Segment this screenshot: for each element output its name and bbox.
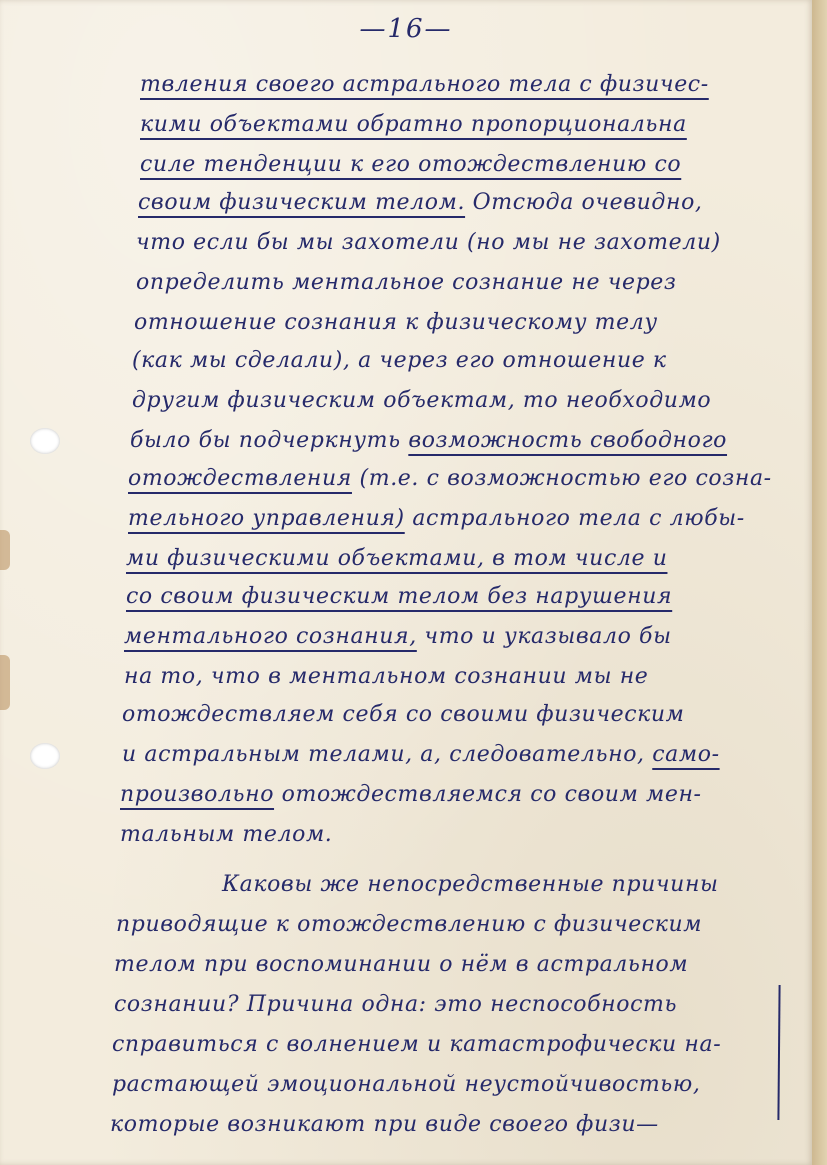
text-line: (как мы сделали), а через его отношение к (132, 348, 667, 373)
text-line: приводящие к отождествлению с физическим (116, 912, 703, 937)
text-line: отождествляем себя со своими физическим (122, 702, 685, 727)
text-line: ми физическими объектами, в том числе и (126, 546, 668, 571)
text-line: телом при воспоминании о нём в астральном (114, 952, 689, 977)
paper-edge (812, 0, 827, 1165)
text-line: кими объектами обратно пропорциональна (140, 112, 687, 137)
text-line: силе тенденции к его отождествлению со (140, 152, 682, 177)
punch-hole (30, 428, 60, 454)
text-line: и астральным телами, а, следовательно, само- (122, 742, 720, 767)
text-line: другим физическим объектам, то необходимо (132, 388, 712, 413)
text-line: сознании? Причина одна: это неспособность (114, 992, 678, 1017)
text-line: тельного управления) астрального тела с любы- (128, 506, 745, 531)
text-line: было бы подчеркнуть возможность свободного (130, 428, 728, 453)
text-line: отношение сознания к физическому телу (134, 310, 658, 335)
punch-hole (30, 743, 60, 769)
text-line: своим физическим телом. Отсюда очевидно, (138, 190, 703, 215)
text-line: которые возникают при виде своего физи— (110, 1112, 659, 1137)
text-line: растающей эмоциональной неустойчивостью, (112, 1072, 701, 1097)
text-line: со своим физическим телом без нарушения (126, 584, 673, 609)
paper-stain (0, 655, 10, 710)
text-line: на то, что в ментальном сознании мы не (124, 664, 649, 689)
text-line: что если бы мы захотели (но мы не захотели) (136, 230, 721, 255)
text-line: справиться с волнением и катастрофически на- (112, 1032, 722, 1057)
text-line: отождествления (т.е. с возможностью его созна- (128, 466, 772, 491)
text-line: определить ментальное сознание не через (136, 270, 677, 295)
margin-mark (777, 985, 780, 1120)
text-line: твления своего астрального тела с физичес- (140, 72, 709, 97)
page-number: —16— (359, 14, 453, 44)
text-line: произвольно отождествляемся со своим мен- (120, 782, 702, 807)
paper-stain (0, 530, 10, 570)
text-line: ментального сознания, что и указывало бы (124, 624, 672, 649)
text-line: тальным телом. (120, 822, 333, 847)
text-line: Каковы же непосредственные причины (222, 872, 719, 897)
